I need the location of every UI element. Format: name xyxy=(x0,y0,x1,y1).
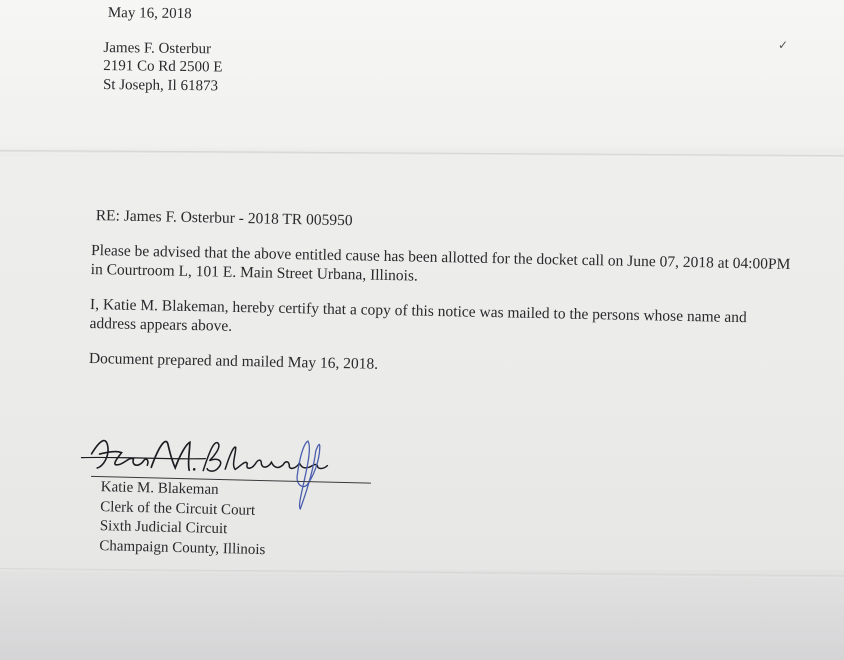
certify-paragraph: I, Katie M. Blakeman, hereby certify that a copy of this notice was mailed to the persons whose name and address appears above. xyxy=(89,295,747,335)
signatory-title: Clerk of the Circuit Court xyxy=(100,498,256,519)
paper-fold-upper xyxy=(0,150,844,158)
signatory-circuit: Sixth Judicial Circuit xyxy=(99,518,228,538)
signatory-details xyxy=(99,478,267,560)
notice-paragraph: Please be advised that the above entitled cause has been allotted for the docket call on June 07, 2018 at 04:00PM in Courtroom L, 101 E. Main Street Urbana, Illinois. xyxy=(90,241,791,285)
letter-body xyxy=(89,206,792,382)
signatory-name: Katie M. Blakeman xyxy=(100,479,219,498)
re-line: RE: James F. Osterbur - 2018 TR 005950 xyxy=(95,207,353,230)
recipient-name: James F. Osterbur xyxy=(103,39,212,57)
signatory-county: Champaign County, Illinois xyxy=(99,537,266,558)
prepared-line: Document prepared and mailed May 16, 2018. xyxy=(88,349,379,373)
letter-date: May 16, 2018 xyxy=(107,5,192,23)
letter-header xyxy=(103,4,223,95)
recipient-street: 2191 Co Rd 2500 E xyxy=(103,57,223,76)
signature-block xyxy=(98,436,398,558)
paper-shadow xyxy=(0,570,844,660)
recipient-city: St Joseph, Il 61873 xyxy=(102,76,219,94)
pen-tick-mark: ✓ xyxy=(778,38,789,52)
